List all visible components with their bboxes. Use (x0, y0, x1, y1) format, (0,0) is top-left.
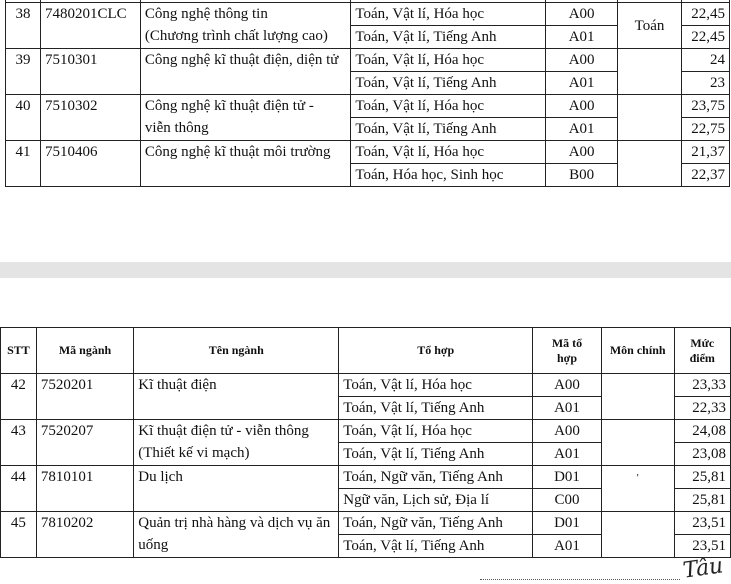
header-muc-diem (674, 328, 730, 374)
header-ma-nganh: Mã ngành (36, 328, 133, 374)
stt-cell: 39 (6, 49, 41, 95)
ten-nganh-line-1: Công nghệ thông tin (144, 6, 268, 22)
cut-off-footer-text (480, 579, 680, 584)
header-stt: STT (1, 328, 37, 374)
to-hop-cell: Toán, Vật lí, Tiếng Anh (351, 26, 546, 49)
ma-to-hop-cell: A00 (546, 3, 618, 26)
ten-nganh-line-1: Công nghệ kĩ thuật điện tử - (144, 98, 314, 114)
muc-diem-cell: 23,51 (674, 512, 730, 535)
muc-diem-cell: 22,45 (681, 3, 729, 26)
muc-diem-cell: 23,33 (674, 374, 730, 397)
ten-nganh-line-1: Kĩ thuật điện tử - viễn thông (138, 423, 309, 439)
mon-chinh-cell (618, 49, 682, 95)
stt-cell: 44 (1, 466, 37, 512)
header-mon-chinh: Môn chính (601, 328, 674, 374)
mon-chinh-cell: Toán (618, 3, 682, 49)
stt-cell: 38 (6, 3, 41, 49)
ten-nganh-line-1: Quản trị nhà hàng và dịch vụ ăn (138, 515, 331, 531)
muc-diem-cell: 24,08 (674, 420, 730, 443)
to-hop-cell: Toán, Hóa học, Sinh học (351, 164, 546, 187)
muc-diem-cell: 22,33 (674, 397, 730, 420)
table-row (1, 420, 731, 443)
table-row (6, 141, 730, 164)
ma-to-hop-cell: B00 (546, 164, 618, 187)
ten-nganh-line-2: (Chương trình chất lượng cao) (144, 28, 328, 44)
ma-to-hop-cell: A01 (533, 397, 602, 420)
admission-table-bottom (0, 327, 731, 558)
mon-chinh-cell (601, 466, 674, 512)
ma-to-hop-cell: A00 (546, 95, 618, 118)
table-row (6, 3, 730, 26)
ma-nganh-cell: 7510302 (40, 95, 140, 141)
table-header-row (1, 328, 731, 374)
mon-chinh-cell (601, 420, 674, 466)
muc-diem-cell: 23,75 (681, 95, 729, 118)
mon-chinh-cell (601, 512, 674, 558)
ma-to-hop-cell: A00 (533, 374, 602, 397)
ten-nganh-cell: Du lịch (134, 466, 339, 512)
to-hop-cell: Ngữ văn, Lịch sử, Địa lí (339, 489, 533, 512)
header-ten-nganh: Tên ngành (134, 328, 339, 374)
ma-nganh-cell: 7810202 (36, 512, 133, 558)
ma-to-hop-cell: A01 (546, 118, 618, 141)
header-muc-diem-line-1: Mức (690, 335, 715, 350)
muc-diem-cell: 22,45 (681, 26, 729, 49)
to-hop-cell: Toán, Vật lí, Hóa học (351, 3, 546, 26)
to-hop-cell: Toán, Vật lí, Tiếng Anh (339, 397, 533, 420)
mon-chinh-cell (601, 374, 674, 420)
to-hop-cell: Toán, Vật lí, Hóa học (351, 95, 546, 118)
to-hop-cell: Toán, Vật lí, Hóa học (339, 420, 533, 443)
table-row (6, 95, 730, 118)
ma-to-hop-cell: A01 (533, 443, 602, 466)
muc-diem-cell: 23 (681, 72, 729, 95)
ma-nganh-cell: 7810101 (36, 466, 133, 512)
table-row (1, 374, 731, 397)
ma-nganh-cell: 7510301 (40, 49, 140, 95)
ten-nganh-cell: Công nghệ kĩ thuật điện, diện tử (140, 49, 350, 95)
stt-cell: 45 (1, 512, 37, 558)
mon-chinh-cell (618, 141, 682, 187)
muc-diem-cell: 25,81 (674, 489, 730, 512)
mon-chinh-cell (618, 95, 682, 141)
ten-nganh-cell: Kĩ thuật điện (134, 374, 339, 420)
muc-diem-cell: 21,37 (681, 141, 729, 164)
ma-to-hop-cell: A00 (533, 420, 602, 443)
muc-diem-cell: 24 (681, 49, 729, 72)
ten-nganh-cell (140, 3, 350, 49)
ma-nganh-cell: 7510406 (40, 141, 140, 187)
muc-diem-cell: 23,51 (674, 535, 730, 558)
ten-nganh-cell (134, 512, 339, 558)
table-row (1, 466, 731, 489)
to-hop-cell: Toán, Ngữ văn, Tiếng Anh (339, 466, 533, 489)
to-hop-cell: Toán, Vật lí, Tiếng Anh (351, 118, 546, 141)
to-hop-cell: Toán, Vật lí, Hóa học (339, 374, 533, 397)
ten-nganh-cell: Công nghệ kĩ thuật môi trường (140, 141, 350, 187)
to-hop-cell: Toán, Vật lí, Hóa học (351, 141, 546, 164)
to-hop-cell: Toán, Vật lí, Tiếng Anh (339, 443, 533, 466)
table-row (1, 512, 731, 535)
to-hop-cell: Toán, Ngữ văn, Tiếng Anh (339, 512, 533, 535)
header-ma-to-hop (533, 328, 602, 374)
ten-nganh-line-2: viễn thông (144, 120, 209, 136)
ma-to-hop-cell: A00 (546, 141, 618, 164)
ma-nganh-cell: 7480201CLC (40, 3, 140, 49)
to-hop-cell: Toán, Vật lí, Tiếng Anh (351, 72, 546, 95)
to-hop-cell: Toán, Vật lí, Hóa học (351, 49, 546, 72)
ma-to-hop-cell: A00 (546, 49, 618, 72)
ma-to-hop-cell: C00 (533, 489, 602, 512)
top-page-section (0, 0, 731, 262)
page-gap (0, 262, 731, 278)
stt-cell: 40 (6, 95, 41, 141)
ma-to-hop-cell: D01 (533, 512, 602, 535)
ma-to-hop-cell: A01 (546, 72, 618, 95)
header-muc-diem-line-2: điểm (689, 350, 715, 365)
ten-nganh-line-2: uống (138, 537, 169, 553)
ten-nganh-line-2: (Thiết kế vi mạch) (138, 445, 250, 461)
ma-nganh-cell: 7520201 (36, 374, 133, 420)
ten-nganh-cell (134, 420, 339, 466)
handwritten-signature: Tâu (681, 553, 725, 584)
header-ma-to-hop-line-2: hợp (557, 350, 577, 365)
stt-cell: 43 (1, 420, 37, 466)
ma-to-hop-cell: A01 (546, 26, 618, 49)
muc-diem-cell: 22,37 (681, 164, 729, 187)
header-to-hop: Tổ hợp (339, 328, 533, 374)
admission-table-top (5, 0, 730, 187)
ma-to-hop-cell: D01 (533, 466, 602, 489)
stt-cell: 41 (6, 141, 41, 187)
bottom-page-section (0, 278, 731, 584)
ma-to-hop-cell: A01 (533, 535, 602, 558)
table-row (6, 49, 730, 72)
ten-nganh-cell (140, 95, 350, 141)
to-hop-cell: Toán, Vật lí, Tiếng Anh (339, 535, 533, 558)
ma-nganh-cell: 7520207 (36, 420, 133, 466)
header-ma-to-hop-line-1: Mã tổ (551, 335, 583, 350)
stray-mark: ' (636, 472, 639, 484)
muc-diem-cell: 22,75 (681, 118, 729, 141)
stt-cell: 42 (1, 374, 37, 420)
muc-diem-cell: 25,81 (674, 466, 730, 489)
muc-diem-cell: 23,08 (674, 443, 730, 466)
